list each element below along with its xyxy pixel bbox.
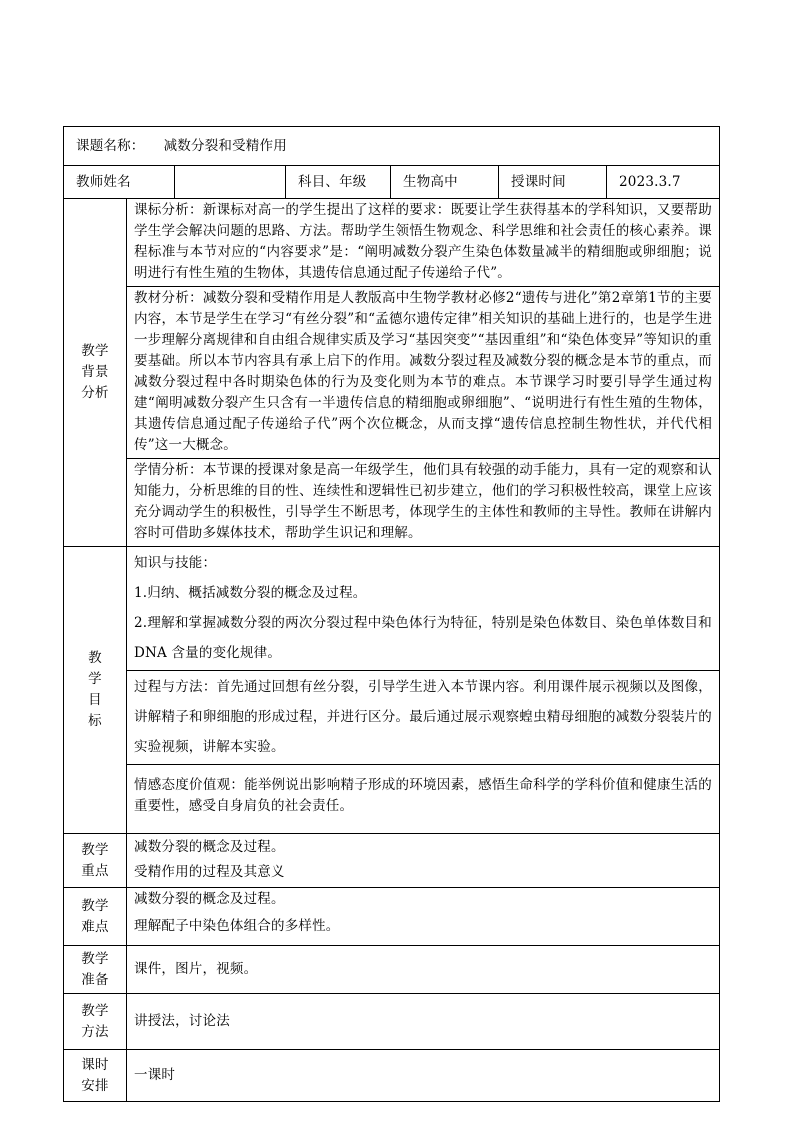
preparation-cell	[127, 946, 720, 994]
process-goals: 过程与方法：首先通过回想有丝分裂，引导学生进入本节课内容。利用课件展示视频以及图像，讲解精子和卵细胞的形成过程，并进行区分。最后通过展示观察蝗虫精母细胞的减数分裂装片的实验视频，讲解本实验。	[134, 679, 713, 755]
student-analysis-cell	[127, 459, 720, 547]
title-row	[64, 127, 720, 166]
difficulty-1: 减数分裂的概念及过程。	[134, 891, 285, 907]
textbook-analysis-cell	[127, 287, 720, 459]
difficulties-side-label: 教学 难点	[64, 888, 127, 946]
schedule-cell	[127, 1050, 720, 1102]
textbook-analysis: 教材分析：减数分裂和受精作用是人教版高中生物学教材必修2“遗传与进化”第2章第1节的主要内容，本节是学生在学习“有丝分裂”和“孟德尔遗传定律”相关知识的基础上进行的，也是学生进一步理解分离规律和自由组合规律实质及学习“基因突变”“基因重组”和“染色体变异”等知识的重要基础。所以本节内容具有承上启下的作用。减数分裂过程及减数分裂的概念是本节的重点，而减数分裂过程中各时期染色体的行为及变化则为本节的难点。本节课学习时要引导学生通过构建“阐明减数分裂产生只含有一半遗传信息的精细胞或卵细胞”、“说明进行有性生殖的生物体，其遗传信息通过配子传递给子代”两个次位概念，从而支撑“遗传信息控制生物性状，并代代相传”这一大概念。	[134, 290, 713, 453]
difficulty-2: 理解配子中染色体组合的多样性。	[134, 918, 340, 934]
subject-label: 科目、年级	[298, 174, 367, 190]
schedule-side-label: 课时 安排	[64, 1050, 127, 1102]
key-points-cell	[127, 834, 720, 888]
curriculum-analysis-cell	[127, 199, 720, 287]
title-label: 课题名称：	[76, 138, 145, 154]
title-value: 减数分裂和受精作用	[163, 138, 287, 154]
emotion-goals: 情感态度价值观：能举例说出影响精子形成的环境因素，感悟生命科学的学科价值和健康生活的重要性，感受自身肩负的社会责任。	[134, 777, 713, 814]
method-value: 讲授法，讨论法	[134, 1012, 230, 1029]
knowledge-goals-cell	[127, 547, 720, 671]
goals-side-label: 教 学 目 标	[64, 547, 127, 834]
difficulties-cell	[127, 888, 720, 946]
key-points-side-label: 教学 重点	[64, 834, 127, 888]
subject-value: 生物高中	[403, 174, 458, 190]
teacher-label-cell	[64, 166, 175, 199]
teacher-value-cell	[175, 166, 286, 199]
preparation-value: 课件，图片，视频。	[134, 960, 258, 977]
time-label: 授课时间	[511, 174, 566, 190]
time-value: 2023.3.7	[619, 174, 681, 190]
method-cell	[127, 994, 720, 1050]
knowledge-item-2: 2.理解和掌握减数分裂的两次分裂过程中染色体行为特征，特别是染色体数目、染色单体数目和 DNA 含量的变化规律。	[134, 615, 713, 661]
lesson-plan-page	[63, 126, 719, 1102]
subject-value-cell	[391, 166, 499, 199]
student-analysis: 学情分析：本节课的授课对象是高一年级学生，他们具有较强的动手能力，具有一定的观察和认知能力，分析思维的目的性、连续性和逻辑性已初步建立，他们的学习积极性较高，课堂上应该充分调动学生的积极性，引导学生不断思考，体现学生的主体性和教师的主导性。教师在讲解内容时可借助多媒体技术，帮助学生识记和理解。	[134, 462, 713, 541]
time-label-cell	[499, 166, 607, 199]
process-goals-cell	[127, 671, 720, 765]
key-point-2: 受精作用的过程及其意义	[134, 864, 285, 880]
background-side-label: 教学 背景 分析	[64, 199, 127, 547]
subject-label-cell	[286, 166, 391, 199]
teacher-label: 教师姓名	[76, 174, 131, 190]
key-point-1: 减数分裂的概念及过程。	[134, 839, 285, 855]
time-value-cell	[607, 166, 720, 199]
preparation-side-label: 教学 准备	[64, 946, 127, 994]
knowledge-title: 知识与技能：	[134, 555, 217, 571]
knowledge-item-1: 1.归纳、概括减数分裂的概念及过程。	[134, 585, 367, 601]
method-side-label: 教学 方法	[64, 994, 127, 1050]
emotion-goals-cell	[127, 765, 720, 834]
lesson-plan-table	[63, 126, 720, 1102]
curriculum-analysis: 课标分析：新课标对高一的学生提出了这样的要求：既要让学生获得基本的学科知识，又要帮助学生学会解决问题的思路、方法。帮助学生领悟生物观念、科学思维和社会责任的核心素养。课程标准与本节对应的“内容要求”是：“阐明减数分裂产生染色体数量减半的精细胞或卵细胞；说明进行有性生殖的生物体，其遗传信息通过配子传递给子代”。	[134, 202, 713, 281]
schedule-value: 一课时	[134, 1066, 176, 1083]
